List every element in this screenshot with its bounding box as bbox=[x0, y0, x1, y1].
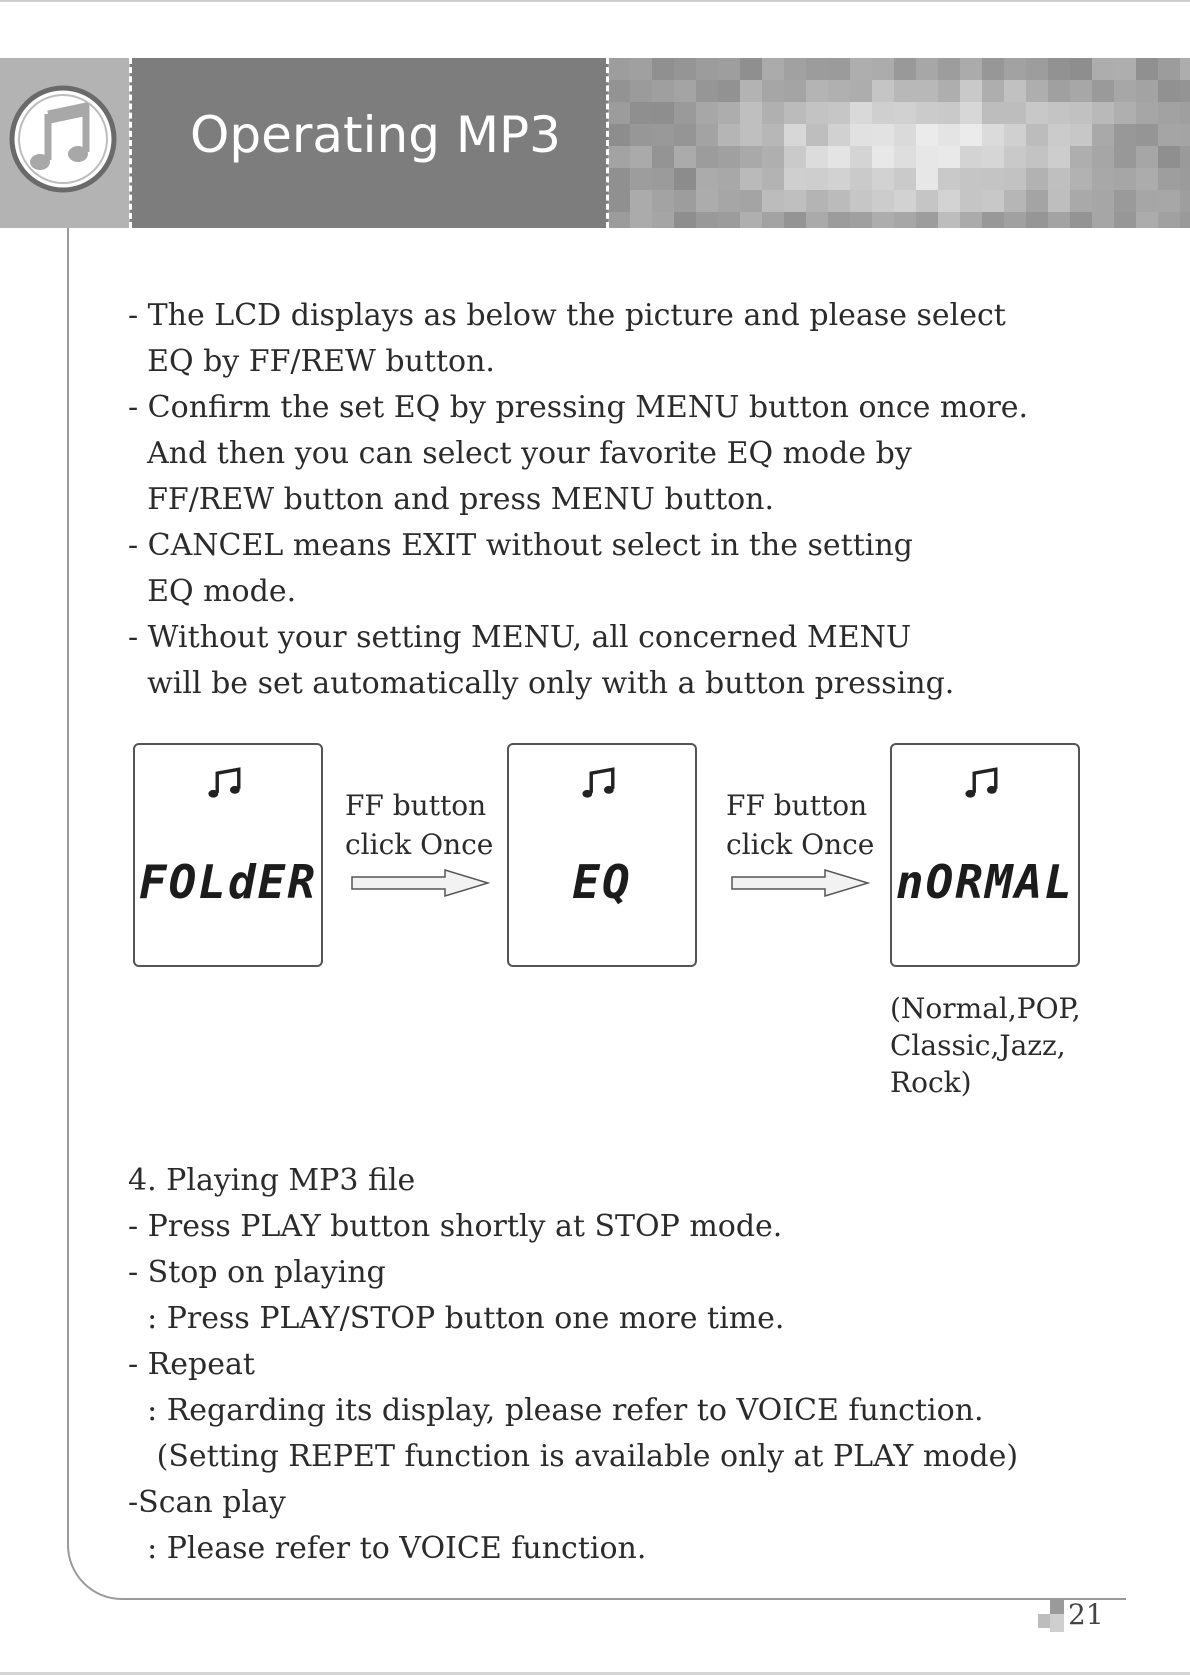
mosaic-cell bbox=[1004, 168, 1026, 190]
mosaic-cell bbox=[894, 80, 916, 102]
mosaic-cell bbox=[762, 58, 784, 80]
mosaic-cell bbox=[1114, 146, 1136, 168]
mosaic-cell bbox=[828, 212, 850, 228]
mosaic-cell bbox=[740, 190, 762, 212]
mosaic-cell bbox=[850, 80, 872, 102]
mosaic-cell bbox=[1114, 168, 1136, 190]
mosaic-cell bbox=[1092, 58, 1114, 80]
mosaic-cell bbox=[894, 168, 916, 190]
mosaic-cell bbox=[784, 168, 806, 190]
mosaic-cell bbox=[652, 58, 674, 80]
mosaic-cell bbox=[652, 168, 674, 190]
section-line: - Stop on playing bbox=[128, 1255, 386, 1290]
mosaic-cell bbox=[740, 146, 762, 168]
mosaic-cell bbox=[1114, 212, 1136, 228]
section-header bbox=[0, 58, 1190, 228]
mosaic-cell bbox=[674, 102, 696, 124]
mosaic-cell bbox=[1158, 58, 1180, 80]
mosaic-cell bbox=[1048, 102, 1070, 124]
mosaic-cell bbox=[1092, 102, 1114, 124]
mosaic-cell bbox=[1026, 212, 1048, 228]
mosaic-cell bbox=[784, 80, 806, 102]
mosaic-cell bbox=[762, 212, 784, 228]
mosaic-cell bbox=[1070, 212, 1092, 228]
mosaic-cell bbox=[784, 102, 806, 124]
step-label: FF button bbox=[345, 789, 487, 822]
mosaic-cell bbox=[982, 146, 1004, 168]
mosaic-cell bbox=[806, 212, 828, 228]
mosaic-cell bbox=[894, 102, 916, 124]
mosaic-cell bbox=[850, 102, 872, 124]
mosaic-cell bbox=[1048, 190, 1070, 212]
eq-options bbox=[890, 990, 1081, 1101]
mosaic-cell bbox=[806, 80, 828, 102]
mosaic-cell bbox=[1114, 190, 1136, 212]
mosaic-cell bbox=[960, 146, 982, 168]
mosaic-cell bbox=[1026, 124, 1048, 146]
mosaic-cell bbox=[1026, 168, 1048, 190]
mosaic-cell bbox=[828, 146, 850, 168]
mosaic-cell bbox=[1180, 146, 1190, 168]
mosaic-cell bbox=[674, 190, 696, 212]
mosaic-cell bbox=[872, 168, 894, 190]
mosaic-cell bbox=[982, 190, 1004, 212]
mosaic-cell bbox=[938, 212, 960, 228]
mosaic-cell bbox=[1158, 168, 1180, 190]
mosaic-cell bbox=[696, 190, 718, 212]
mosaic-cell bbox=[696, 146, 718, 168]
mosaic-cell bbox=[696, 212, 718, 228]
mosaic-cell bbox=[872, 102, 894, 124]
section-line: - Press PLAY button shortly at STOP mode. bbox=[128, 1209, 783, 1244]
mosaic-cell bbox=[938, 124, 960, 146]
mosaic-cell bbox=[850, 146, 872, 168]
mosaic-cell bbox=[1004, 212, 1026, 228]
mosaic-cell bbox=[608, 58, 630, 80]
header-divider-left bbox=[129, 58, 132, 228]
mosaic-cell bbox=[960, 168, 982, 190]
mosaic-cell bbox=[916, 124, 938, 146]
right-arrow-icon bbox=[350, 868, 490, 898]
mosaic-cell bbox=[718, 190, 740, 212]
mosaic-cell bbox=[718, 212, 740, 228]
mosaic-cell bbox=[1092, 190, 1114, 212]
mosaic-cell bbox=[850, 190, 872, 212]
bullet-line: EQ by FF/REW button. bbox=[128, 344, 495, 379]
mosaic-cell bbox=[1114, 58, 1136, 80]
mosaic-cell bbox=[1048, 58, 1070, 80]
mosaic-cell bbox=[1092, 80, 1114, 102]
mosaic-cell bbox=[1180, 168, 1190, 190]
mosaic-cell bbox=[916, 146, 938, 168]
page-frame-bottom bbox=[126, 1598, 1126, 1600]
mosaic-cell bbox=[1026, 58, 1048, 80]
mosaic-cell bbox=[960, 190, 982, 212]
mosaic-cell bbox=[916, 102, 938, 124]
mosaic-cell bbox=[674, 80, 696, 102]
section-line: -Scan play bbox=[128, 1485, 286, 1520]
page-frame-corner bbox=[67, 1530, 127, 1600]
bullet-line: EQ mode. bbox=[128, 574, 297, 609]
mosaic-cell bbox=[1004, 190, 1026, 212]
mosaic-cell bbox=[1136, 168, 1158, 190]
mosaic-cell bbox=[1158, 212, 1180, 228]
mosaic-cell bbox=[652, 102, 674, 124]
mosaic-cell bbox=[1070, 102, 1092, 124]
mosaic-cell bbox=[1114, 80, 1136, 102]
mosaic-cell bbox=[938, 80, 960, 102]
mosaic-cell bbox=[960, 212, 982, 228]
mosaic-cell bbox=[1004, 80, 1026, 102]
music-note-icon bbox=[509, 763, 695, 803]
page-title: Operating MP3 bbox=[190, 106, 561, 164]
mosaic-cell bbox=[828, 190, 850, 212]
mosaic-cell bbox=[938, 168, 960, 190]
step-label: click Once bbox=[726, 828, 875, 861]
mosaic-cell bbox=[1070, 146, 1092, 168]
mosaic-cell bbox=[784, 124, 806, 146]
mosaic-cell bbox=[762, 124, 784, 146]
mosaic-cell bbox=[696, 124, 718, 146]
mosaic-cell bbox=[1048, 124, 1070, 146]
mosaic-cell bbox=[1136, 146, 1158, 168]
mosaic-cell bbox=[872, 80, 894, 102]
mosaic-cell bbox=[1070, 190, 1092, 212]
mosaic-cell bbox=[982, 212, 1004, 228]
mosaic-cell bbox=[1180, 80, 1190, 102]
bullet-line: And then you can select your favorite EQ mode by bbox=[128, 436, 912, 471]
mosaic-cell bbox=[718, 146, 740, 168]
mosaic-cell bbox=[630, 212, 652, 228]
mosaic-cell bbox=[894, 146, 916, 168]
mosaic-cell bbox=[630, 124, 652, 146]
mosaic-cell bbox=[652, 80, 674, 102]
mosaic-cell bbox=[762, 190, 784, 212]
mosaic-cell bbox=[828, 168, 850, 190]
mosaic-cell bbox=[894, 212, 916, 228]
mosaic-cell bbox=[674, 58, 696, 80]
mosaic-cell bbox=[630, 58, 652, 80]
mosaic-cell bbox=[1114, 102, 1136, 124]
mosaic-cell bbox=[630, 102, 652, 124]
mosaic-cell bbox=[718, 124, 740, 146]
mosaic-cell bbox=[696, 80, 718, 102]
mosaic-cell bbox=[1048, 146, 1070, 168]
section-line: - Repeat bbox=[128, 1347, 255, 1382]
mosaic-cell bbox=[1180, 102, 1190, 124]
mosaic-cell bbox=[872, 58, 894, 80]
mosaic-cell bbox=[960, 58, 982, 80]
mosaic-cell bbox=[872, 190, 894, 212]
eq-option-line: (Normal,POP, bbox=[890, 992, 1081, 1025]
mosaic-cell bbox=[938, 102, 960, 124]
mosaic-cell bbox=[674, 212, 696, 228]
mosaic-cell bbox=[630, 190, 652, 212]
mosaic-cell bbox=[1180, 190, 1190, 212]
mosaic-cell bbox=[894, 190, 916, 212]
mosaic-cell bbox=[872, 124, 894, 146]
mosaic-cell bbox=[1026, 102, 1048, 124]
mosaic-cell bbox=[1158, 190, 1180, 212]
mosaic-cell bbox=[982, 80, 1004, 102]
mosaic-cell bbox=[1136, 190, 1158, 212]
bullet-line: - Without your setting MENU, all concerned MENU bbox=[128, 620, 912, 655]
mosaic-cell bbox=[1026, 190, 1048, 212]
mosaic-cell bbox=[806, 58, 828, 80]
mosaic-cell bbox=[674, 124, 696, 146]
mosaic-cell bbox=[1158, 102, 1180, 124]
bullet-line: - CANCEL means EXIT without select in the setting bbox=[128, 528, 913, 563]
mosaic-cell bbox=[718, 58, 740, 80]
lcd-text: EQ bbox=[572, 855, 632, 909]
lcd-screen-folder bbox=[133, 743, 323, 967]
header-divider-right bbox=[606, 58, 609, 228]
mosaic-cell bbox=[608, 168, 630, 190]
mosaic-cell bbox=[916, 190, 938, 212]
mosaic-cell bbox=[718, 168, 740, 190]
mosaic-cell bbox=[1180, 124, 1190, 146]
mosaic-cell bbox=[960, 80, 982, 102]
section-line: : Press PLAY/STOP button one more time. bbox=[128, 1301, 785, 1336]
mosaic-cell bbox=[740, 102, 762, 124]
mosaic-cell bbox=[608, 124, 630, 146]
mosaic-cell bbox=[828, 80, 850, 102]
mosaic-cell bbox=[652, 146, 674, 168]
mosaic-cell bbox=[696, 58, 718, 80]
mosaic-cell bbox=[806, 102, 828, 124]
mosaic-cell bbox=[938, 58, 960, 80]
mosaic-cell bbox=[850, 58, 872, 80]
mosaic-cell bbox=[1070, 80, 1092, 102]
mosaic-cell bbox=[1048, 168, 1070, 190]
mosaic-cell bbox=[740, 80, 762, 102]
page-number: 21 bbox=[1068, 1598, 1104, 1631]
mosaic-cell bbox=[1070, 58, 1092, 80]
mosaic-cell bbox=[608, 146, 630, 168]
bullet-line: FF/REW button and press MENU button. bbox=[128, 482, 775, 517]
mosaic-cell bbox=[982, 168, 1004, 190]
mosaic-cell bbox=[1004, 124, 1026, 146]
mosaic-cell bbox=[1092, 124, 1114, 146]
mosaic-cell bbox=[1048, 212, 1070, 228]
mosaic-cell bbox=[1070, 168, 1092, 190]
header-mosaic-block bbox=[608, 58, 1190, 228]
mosaic-cell bbox=[718, 102, 740, 124]
mosaic-cell bbox=[1158, 80, 1180, 102]
mosaic-cell bbox=[1070, 124, 1092, 146]
mosaic-cell bbox=[1004, 146, 1026, 168]
step-label: FF button bbox=[726, 789, 868, 822]
mosaic-cell bbox=[1092, 212, 1114, 228]
mosaic-cell bbox=[872, 146, 894, 168]
mosaic-cell bbox=[762, 146, 784, 168]
mosaic-cell bbox=[1136, 58, 1158, 80]
mosaic-cell bbox=[982, 124, 1004, 146]
mosaic-cell bbox=[1114, 124, 1136, 146]
mosaic-cell bbox=[1004, 58, 1026, 80]
mosaic-cell bbox=[960, 124, 982, 146]
music-note-icon bbox=[8, 84, 118, 194]
section-line: (Setting REPET function is available only at PLAY mode) bbox=[128, 1439, 1019, 1474]
mosaic-cell bbox=[740, 124, 762, 146]
bullet-line: - The LCD displays as below the picture and please select bbox=[128, 298, 1006, 333]
step-label: click Once bbox=[345, 828, 494, 861]
mosaic-cell bbox=[806, 168, 828, 190]
mosaic-cell bbox=[806, 146, 828, 168]
section-line: : Regarding its display, please refer to VOICE function. bbox=[128, 1393, 984, 1428]
mosaic-cell bbox=[784, 190, 806, 212]
mosaic-cell bbox=[938, 190, 960, 212]
mosaic-cell bbox=[608, 80, 630, 102]
mosaic-cell bbox=[630, 146, 652, 168]
lcd-screen-normal bbox=[890, 743, 1080, 967]
mosaic-cell bbox=[1158, 146, 1180, 168]
mosaic-cell bbox=[652, 190, 674, 212]
mosaic-cell bbox=[850, 212, 872, 228]
mosaic-cell bbox=[806, 190, 828, 212]
pixel-mosaic-decoration bbox=[608, 58, 1190, 228]
mosaic-cell bbox=[696, 102, 718, 124]
mosaic-cell bbox=[630, 80, 652, 102]
mosaic-cell bbox=[1180, 58, 1190, 80]
section-heading: 4. Playing MP3 file bbox=[128, 1163, 416, 1198]
mosaic-cell bbox=[916, 80, 938, 102]
mosaic-cell bbox=[608, 102, 630, 124]
mosaic-cell bbox=[608, 190, 630, 212]
mosaic-cell bbox=[850, 124, 872, 146]
right-arrow-icon bbox=[730, 868, 870, 898]
mosaic-cell bbox=[652, 124, 674, 146]
mosaic-cell bbox=[740, 212, 762, 228]
bullet-line: - Confirm the set EQ by pressing MENU button once more. bbox=[128, 390, 1029, 425]
mosaic-cell bbox=[630, 168, 652, 190]
bullet-line: will be set automatically only with a button pressing. bbox=[128, 666, 955, 701]
mosaic-cell bbox=[1136, 80, 1158, 102]
mosaic-cell bbox=[1136, 124, 1158, 146]
lcd-text: nORMAL bbox=[895, 855, 1075, 909]
music-note-icon bbox=[892, 763, 1078, 803]
page-number-marker-icon bbox=[1036, 1598, 1066, 1634]
mosaic-cell bbox=[806, 124, 828, 146]
eq-option-line: Rock) bbox=[890, 1066, 972, 1099]
mosaic-cell bbox=[652, 212, 674, 228]
mosaic-cell bbox=[982, 102, 1004, 124]
mosaic-cell bbox=[828, 124, 850, 146]
mosaic-cell bbox=[1158, 124, 1180, 146]
mosaic-cell bbox=[894, 124, 916, 146]
mosaic-cell bbox=[916, 212, 938, 228]
mosaic-cell bbox=[740, 58, 762, 80]
mosaic-cell bbox=[850, 168, 872, 190]
mosaic-cell bbox=[740, 168, 762, 190]
section-line: : Please refer to VOICE function. bbox=[128, 1531, 647, 1566]
mosaic-cell bbox=[1180, 212, 1190, 228]
mosaic-cell bbox=[1092, 146, 1114, 168]
mosaic-cell bbox=[762, 168, 784, 190]
bottom-rule bbox=[0, 1672, 1190, 1675]
mosaic-cell bbox=[982, 58, 1004, 80]
mosaic-cell bbox=[916, 58, 938, 80]
mosaic-cell bbox=[718, 80, 740, 102]
mosaic-cell bbox=[784, 146, 806, 168]
mosaic-cell bbox=[938, 146, 960, 168]
mosaic-cell bbox=[828, 58, 850, 80]
mosaic-cell bbox=[1048, 80, 1070, 102]
mosaic-cell bbox=[1136, 212, 1158, 228]
mosaic-cell bbox=[762, 80, 784, 102]
page-frame-left bbox=[67, 228, 69, 1548]
mosaic-cell bbox=[696, 168, 718, 190]
mosaic-cell bbox=[894, 58, 916, 80]
mosaic-cell bbox=[784, 212, 806, 228]
mosaic-cell bbox=[784, 58, 806, 80]
mosaic-cell bbox=[1092, 168, 1114, 190]
mosaic-cell bbox=[1136, 102, 1158, 124]
mosaic-cell bbox=[1004, 102, 1026, 124]
mosaic-cell bbox=[1026, 146, 1048, 168]
mosaic-cell bbox=[960, 102, 982, 124]
mosaic-cell bbox=[916, 168, 938, 190]
mosaic-cell bbox=[762, 102, 784, 124]
top-rule bbox=[0, 0, 1190, 2]
eq-option-line: Classic,Jazz, bbox=[890, 1029, 1066, 1062]
mosaic-cell bbox=[828, 102, 850, 124]
mosaic-cell bbox=[674, 168, 696, 190]
mosaic-cell bbox=[1026, 80, 1048, 102]
mosaic-cell bbox=[872, 212, 894, 228]
mosaic-cell bbox=[608, 212, 630, 228]
music-note-icon bbox=[135, 763, 321, 803]
lcd-text: FOLdER bbox=[138, 855, 318, 909]
mosaic-cell bbox=[674, 146, 696, 168]
lcd-screen-eq bbox=[507, 743, 697, 967]
